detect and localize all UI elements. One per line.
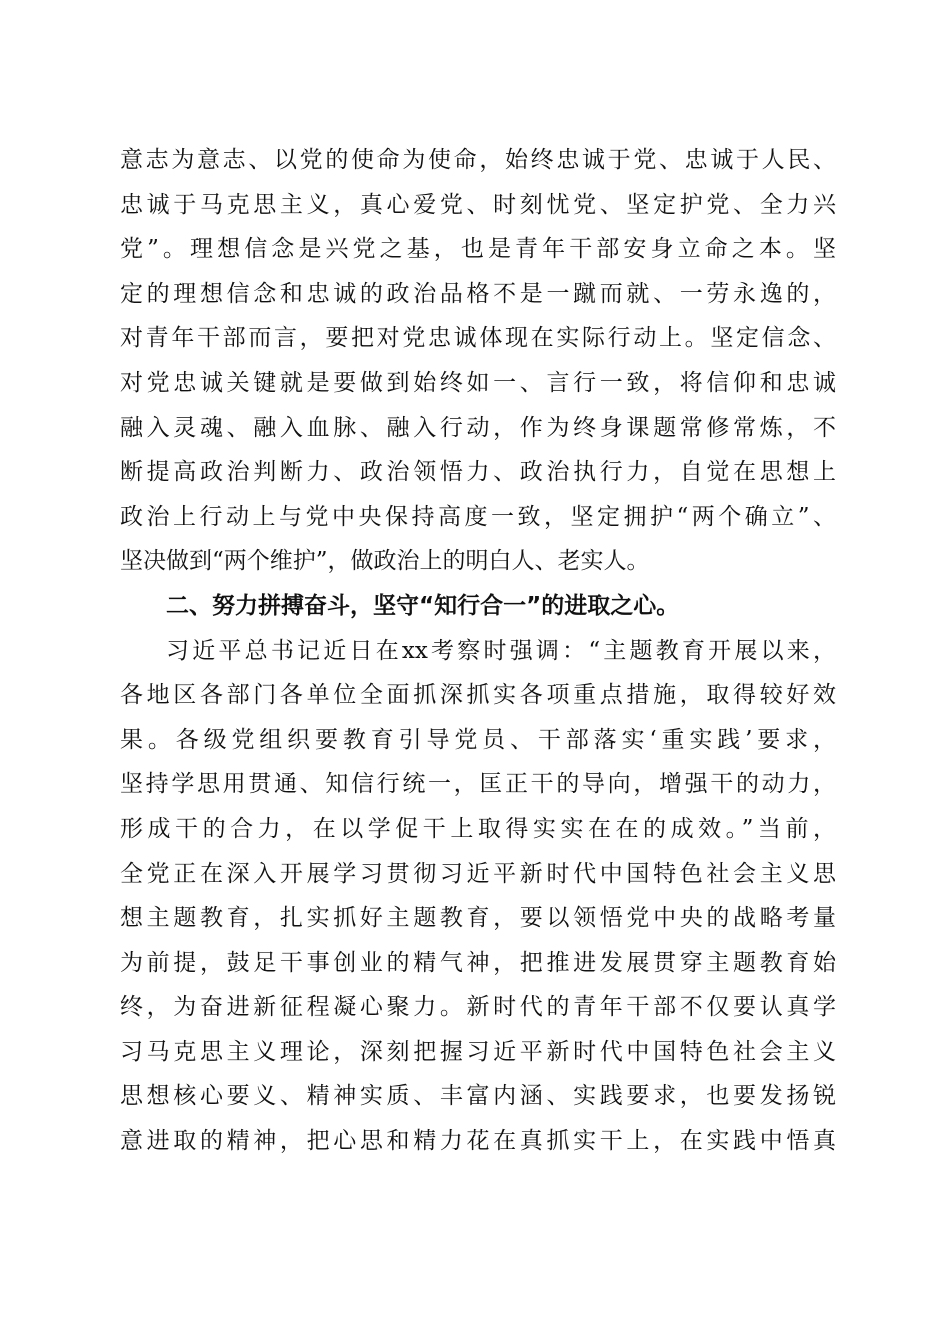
text-line: 全党正在深入开展学习贯彻习近平新时代中国特色社会主义思 (120, 860, 836, 887)
paragraph-loyalty (120, 138, 836, 584)
text-line: 坚持学思用贯通、知信行统一，匡正干的导向，增强干的动力， (120, 771, 836, 798)
text-line: 断提高政治判断力、政治领悟力、政治执行力，自觉在思想上 (120, 459, 836, 486)
text-line: 习马克思主义理论，深刻把握习近平新时代中国特色社会主义 (120, 1038, 836, 1065)
text-line: 为前提，鼓足干事创业的精气神，把推进发展贯穿主题教育始 (120, 949, 836, 976)
text-line: 形成干的合力，在以学促干上取得实实在在的成效。”当前， (120, 815, 836, 842)
paragraph-practice (120, 629, 836, 1164)
text-line: 党”。理想信念是兴党之基，也是青年干部安身立命之本。坚 (120, 236, 836, 263)
text-line: 各地区各部门各单位全面抓深抓实各项重点措施，取得较好效 (120, 682, 836, 709)
text-line: 终，为奋进新征程凝心聚力。新时代的青年干部不仅要认真学 (120, 994, 836, 1021)
text-line: 思想核心要义、精神实质、丰富内涵、实践要求，也要发扬锐 (120, 1083, 836, 1110)
text-line: 想主题教育，扎实抓好主题教育，要以领悟党中央的战略考量 (120, 905, 836, 932)
section-heading: 二、努力拼搏奋斗，坚守“知行合一”的进取之心。 (166, 592, 680, 619)
text-line: 忠诚于马克思主义，真心爱党、时刻忧党、坚定护党、全力兴 (120, 191, 836, 218)
text-line: 对党忠诚关键就是要做到始终如一、言行一致，将信仰和忠诚 (120, 369, 836, 396)
text-line: 定的理想信念和忠诚的政治品格不是一蹴而就、一劳永逸的， (120, 280, 836, 307)
text-line: 对青年干部而言，要把对党忠诚体现在实际行动上。坚定信念、 (120, 325, 836, 352)
text-line: 意进取的精神，把心思和精力花在真抓实干上，在实践中悟真 (120, 1128, 836, 1155)
text-line: 融入灵魂、融入血脉、融入行动，作为终身课题常修常炼，不 (120, 414, 836, 441)
text-line: 政治上行动上与党中央保持高度一致，坚定拥护“两个确立”、 (120, 503, 836, 530)
document-body (120, 138, 836, 1164)
text-line: 习近平总书记近日在xx考察时强调：“主题教育开展以来， (166, 637, 836, 664)
text-line: 坚决做到“两个维护”，做政治上的明白人、老实人。 (120, 548, 650, 575)
text-line: 果。各级党组织要教育引导党员、干部落实‘重实践’要求， (120, 726, 836, 753)
text-line: 意志为意志、以党的使命为使命，始终忠诚于党、忠诚于人民、 (120, 147, 836, 173)
